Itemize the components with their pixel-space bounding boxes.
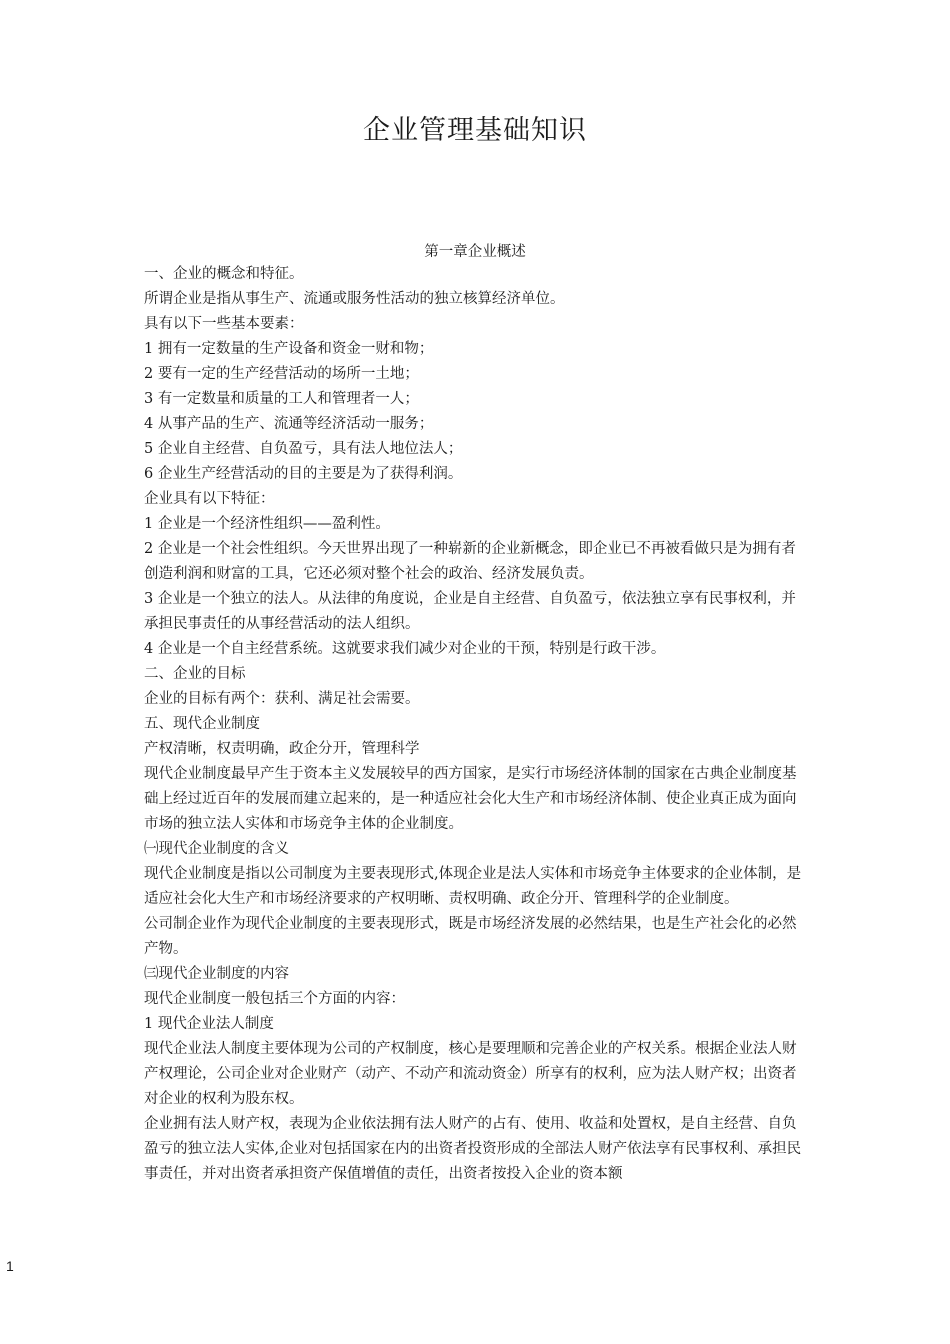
- paragraph: 1 现代企业法人制度: [144, 1016, 274, 1032]
- paragraph: 现代企业制度一般包括三个方面的内容：: [144, 991, 405, 1007]
- paragraph: 现代企业制度是指以公司制度为主要表现形式,体现企业是法人实体和市场竞争主体要求的企业体制，是适应社会化大生产和市场经济要求的产权明晰、责权明确、政企分开、管理科学的企业制度。: [144, 866, 802, 907]
- paragraph: 4 从事产品的生产、流通等经济活动一服务；: [144, 416, 434, 432]
- paragraph: 2 企业是一个社会性组织。今天世界出现了一种崭新的企业新概念，即企业已不再被看做只是为拥有者创造利润和财富的工具，它还必须对整个社会的政治、经济发展负责。: [144, 541, 796, 582]
- paragraph: 一、企业的概念和特征。: [144, 266, 304, 282]
- document-body: [144, 262, 810, 1187]
- paragraph: 产权清晰，权责明确，政企分开，管理科学: [144, 741, 420, 757]
- paragraph: 具有以下一些基本要素：: [144, 316, 304, 332]
- paragraph: 1 企业是一个经济性组织——盈利性。: [144, 516, 390, 532]
- paragraph: 4 企业是一个自主经营系统。这就要求我们减少对企业的干预，特别是行政干涉。: [144, 641, 666, 657]
- paragraph: ㈢现代企业制度的内容: [144, 966, 289, 982]
- paragraph: ㈠现代企业制度的含义: [144, 841, 289, 857]
- paragraph: 2 要有一定的生产经营活动的场所一土地；: [144, 366, 419, 382]
- paragraph: 二、企业的目标: [144, 666, 246, 682]
- paragraph: 企业的目标有两个：获利、满足社会需要。: [144, 691, 420, 707]
- paragraph: 3 有一定数量和质量的工人和管理者一人；: [144, 391, 419, 407]
- paragraph: 6 企业生产经营活动的目的主要是为了获得利润。: [144, 466, 463, 482]
- paragraph: 企业拥有法人财产权，表现为企业依法拥有法人财产的占有、使用、收益和处置权，是自主经营、自负盈亏的独立法人实体,企业对包括国家在内的出资者投资形成的全部法人财产依法享有民事权利、承担民事责任，并对出资者承担资产保值增值的责任，出资者按投入企业的资本额: [144, 1116, 802, 1182]
- paragraph: 1 拥有一定数量的生产设备和资金一财和物；: [144, 341, 434, 357]
- paragraph: 五、现代企业制度: [144, 716, 260, 732]
- paragraph: 5 企业自主经营、自负盈亏，具有法人地位法人；: [144, 441, 463, 457]
- paragraph: 3 企业是一个独立的法人。从法律的角度说，企业是自主经营、自负盈亏，依法独立享有民事权利，并承担民事责任的从事经营活动的法人组织。: [144, 591, 796, 632]
- chapter-heading: 第一章企业概述: [424, 244, 526, 260]
- page-number: 1: [6, 1258, 14, 1274]
- document-title: 企业管理基础知识: [363, 115, 587, 146]
- paragraph: 公司制企业作为现代企业制度的主要表现形式，既是市场经济发展的必然结果，也是生产社会化的必然产物。: [144, 916, 797, 957]
- paragraph: 现代企业制度最早产生于资本主义发展较早的西方国家，是实行市场经济体制的国家在古典企业制度基础上经过近百年的发展而建立起来的，是一种适应社会化大生产和市场经济体制、使企业真正成为面向市场的独立法人实体和市场竞争主体的企业制度。: [144, 766, 797, 832]
- paragraph: 所谓企业是指从事生产、流通或服务性活动的独立核算经济单位。: [144, 291, 565, 307]
- paragraph: 现代企业法人制度主要体现为公司的产权制度，核心是要理顺和完善企业的产权关系。根据企业法人财产权理论，公司企业对企业财产（动产、不动产和流动资金）所享有的权利，应为法人财产权；出资者对企业的权利为股东权。: [144, 1041, 797, 1107]
- paragraph: 企业具有以下特征：: [144, 491, 275, 507]
